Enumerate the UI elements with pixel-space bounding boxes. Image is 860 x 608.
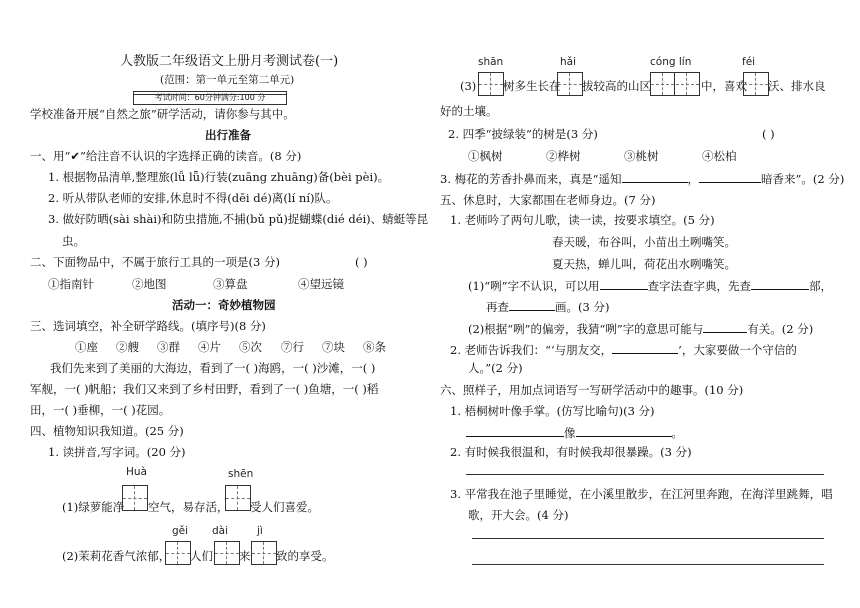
answer-line[interactable] xyxy=(472,538,824,539)
exam-info-box: 考试时间：60分钟满分:100 分 xyxy=(133,91,287,105)
q6-title: 六、照样子，用加点词语写一写研学活动中的趣事。(10 分) xyxy=(440,383,744,397)
q5-1-text: 画。(3 分) xyxy=(555,300,610,314)
section-heading-preparation: 出行准备 xyxy=(205,128,251,142)
char-writing-grid[interactable] xyxy=(743,72,769,96)
pinyin-label: jì xyxy=(257,525,263,537)
q4-r3-text: 树多生长在 xyxy=(503,79,561,93)
char-writing-grid[interactable] xyxy=(225,485,251,511)
char-writing-grid[interactable] xyxy=(557,72,583,96)
q6-1-answer xyxy=(466,424,683,441)
q3-word-option: ⑦行 xyxy=(281,340,304,354)
exam-scope: (范围：第一单元至第二单元) xyxy=(160,74,295,86)
char-writing-grid[interactable] xyxy=(650,72,700,96)
q4-3-text: 暗香来”。(2 分) xyxy=(761,172,845,186)
q3-word-option: ④片 xyxy=(198,340,221,354)
poem-line: 春天暖，布谷叫，小苗出土咧嘴笑。 xyxy=(552,235,736,249)
q5-1-text: (1)“咧”字不认识，可以用 xyxy=(468,279,600,293)
q2-option: ①指南针 xyxy=(48,277,94,291)
pinyin-label: gěi xyxy=(172,525,189,537)
q5-1-text: 部， xyxy=(809,279,833,293)
q3-word-option: ⑦块 xyxy=(322,340,345,354)
q3-passage-line: 田，一( )垂柳，一( )花园。 xyxy=(30,403,171,417)
q4-2-option: ②桦树 xyxy=(546,149,581,163)
q5-2s-text: 2. 老师告诉我们：“‘与朋友交， xyxy=(450,343,613,357)
q2-title: 二、下面物品中，不属于旅行工具的一项是(3 分) xyxy=(30,255,280,269)
q4-r2-text: 致的享受。 xyxy=(276,549,334,563)
q4-r2-text: (2)茉莉花香气浓郁， xyxy=(62,549,171,563)
q6-3-text: 3. 平常我在池子里睡觉，在小溪里散步，在江河里奔跑，在海洋里跳舞，唱 xyxy=(450,487,833,501)
char-writing-grid[interactable] xyxy=(165,541,191,565)
q3-title: 三、选词填空，补全研学路线。(填序号)(8 分) xyxy=(30,319,266,333)
q5-sub-2 xyxy=(450,341,797,358)
q4-r1-text: 空气，易存活， xyxy=(148,500,229,514)
q4-r2-text: 人们 xyxy=(190,549,213,563)
pinyin-label: cóng lín xyxy=(650,56,692,68)
q5-2-line xyxy=(468,320,813,337)
pinyin-label: shān xyxy=(478,56,504,68)
q1-item-2: 2. 听从带队老师的安排,休息时不得(dēi dé)离(lí ní)队。 xyxy=(48,191,338,205)
intro-text: 学校准备开展“自然之旅”研学活动，请你参与其中。 xyxy=(30,107,295,121)
q4-2-option: ③桃树 xyxy=(624,149,659,163)
q4-r1-text: (1)绿萝能净 xyxy=(62,500,125,514)
pinyin-label: dài xyxy=(212,525,229,537)
q5-1-text: 查字法查字典，先查 xyxy=(647,279,752,293)
q5-sub-1: 1. 老师吟了两句儿歌，读一读，按要求填空。(5 分) xyxy=(450,213,715,227)
page-title: 人教版二年级语文上册月考测试卷(一) xyxy=(120,54,339,69)
pinyin-label: shēn xyxy=(228,468,254,480)
poem-line: 夏天热，蝉儿叫，荷花出水咧嘴笑。 xyxy=(552,257,736,271)
q3-word-option: ③群 xyxy=(157,340,180,354)
q3-word-option: ⑤次 xyxy=(239,340,262,354)
q5-1-text: 再查 xyxy=(486,300,509,314)
answer-line[interactable] xyxy=(466,474,824,475)
pinyin-label: féi xyxy=(742,56,756,68)
section-heading-plant-garden: 活动一：奇妙植物园 xyxy=(172,298,276,312)
answer-blank[interactable] xyxy=(751,277,809,290)
q4-2-answer-paren: ( ) xyxy=(762,127,775,141)
char-writing-grid[interactable] xyxy=(214,541,240,565)
q5-1-line xyxy=(468,277,832,294)
pinyin-label: Huà xyxy=(126,466,147,478)
answer-blank[interactable] xyxy=(699,170,761,183)
answer-blank[interactable] xyxy=(509,298,555,311)
answer-blank[interactable] xyxy=(576,424,672,437)
q4-sub-1: 1. 读拼音,写字词。(20 分) xyxy=(48,445,186,459)
q3-word-option: ⑧条 xyxy=(363,340,386,354)
char-writing-grid[interactable] xyxy=(478,72,504,96)
char-writing-grid[interactable] xyxy=(122,485,148,511)
q4-3-line xyxy=(440,170,844,187)
q4-2-title: 2. 四季“披绿装”的树是(3 分) xyxy=(448,127,598,141)
q4-r3-text: 拔较高的山区 xyxy=(582,79,651,93)
pinyin-label: hǎi xyxy=(560,56,577,68)
q4-r1-text: 受人们喜爱。 xyxy=(250,500,319,514)
q6-1-text: 像 xyxy=(564,426,576,440)
answer-blank[interactable] xyxy=(466,424,564,437)
answer-blank[interactable] xyxy=(612,341,678,354)
q4-r2-text: 来 xyxy=(239,549,251,563)
q5-sub-2-cont: 人。”(2 分) xyxy=(468,361,523,375)
q6-3-text-cont: 歌，开大会。(4 分) xyxy=(468,508,569,522)
q5-1-line2 xyxy=(486,298,609,315)
q4-r3-text: 沃、排水良 xyxy=(768,79,826,93)
q4-r3-text: 中，喜欢 xyxy=(701,79,747,93)
q1-item-1: 1. 根据物品清单,整理旅(lǚ lǖ)行装(zuāng zhuāng)备(bèi pèi)。 xyxy=(48,170,390,184)
answer-blank[interactable] xyxy=(622,170,688,183)
q2-option: ③算盘 xyxy=(213,277,248,291)
q2-option: ④望远镜 xyxy=(298,277,344,291)
q5-2-text: 有关。(2 分) xyxy=(747,322,814,336)
q4-3-text: ， xyxy=(687,172,700,186)
q3-passage-line: 军舰，一( )帆船；我们又来到了乡村田野，看到了一( )鱼塘，一( )稻 xyxy=(30,382,379,396)
q3-passage-line: 我们先来到了美丽的大海边，看到了一( )海鸥，一( )沙滩，一( ) xyxy=(50,361,376,375)
q2-option: ②地图 xyxy=(132,277,167,291)
q4-title: 四、植物知识我知道。(25 分) xyxy=(30,424,184,438)
q3-word-option: ②艘 xyxy=(116,340,139,354)
answer-blank[interactable] xyxy=(600,277,648,290)
q1-item-3-cont: 虫。 xyxy=(62,234,85,248)
q4-3-text: 3. 梅花的芳香扑鼻而来，真是“遥知 xyxy=(440,172,622,186)
q4-r3-text-cont: 好的土壤。 xyxy=(440,104,498,118)
q5-2s-text: ’，大家要做一个守信的 xyxy=(678,343,797,357)
q4-2-option: ①枫树 xyxy=(468,149,503,163)
q4-2-option: ④松柏 xyxy=(702,149,737,163)
q5-2-text: (2)根据“咧”的偏旁，我猜“咧”字的意思可能与 xyxy=(468,322,704,336)
q1-title: 一、用“✔”给注音不认识的字选择正确的读音。(8 分) xyxy=(30,149,302,163)
answer-line[interactable] xyxy=(472,564,824,565)
q1-item-3: 3. 做好防晒(sài shài)和防虫措施,不捕(bǔ pǔ)捉蝴蝶(dié déi)、蜻蜓等昆 xyxy=(48,212,429,226)
answer-blank[interactable] xyxy=(703,320,747,333)
char-writing-grid[interactable] xyxy=(251,541,277,565)
q2-answer-paren: ( ) xyxy=(355,255,368,269)
q5-title: 五、休息时，大家都围在老师身边。(7 分) xyxy=(440,193,656,207)
q6-2-text: 2. 有时候我很温和，有时候我却很暴躁。(3 分) xyxy=(450,445,692,459)
q3-word-option: ①座 xyxy=(75,340,98,354)
q4-r3-text: (3) xyxy=(460,79,477,93)
q6-1-text: 1. 梧桐树叶像手掌。(仿写比喻句)(3 分) xyxy=(450,404,655,418)
q6-1-text: 。 xyxy=(671,426,683,440)
